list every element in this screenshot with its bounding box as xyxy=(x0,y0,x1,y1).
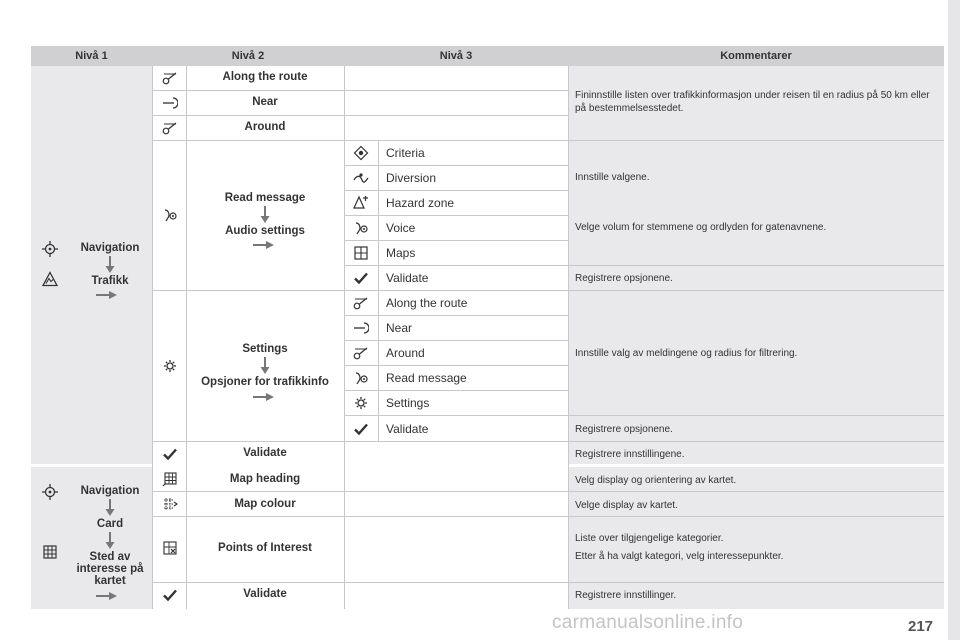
map-heading-option[interactable]: Map heading xyxy=(229,473,301,485)
settings-around-option[interactable]: Around xyxy=(386,346,425,360)
read-message-label[interactable]: Read message xyxy=(224,192,306,204)
map-validate-comment: Registrere innstillinger. xyxy=(575,590,677,601)
around-option[interactable]: Around xyxy=(244,121,286,133)
poi-on-map-sublabel: Sted av interesse på kartet xyxy=(76,551,144,587)
header-level-1: Nivå 1 xyxy=(75,50,108,62)
validate-option[interactable]: Validate xyxy=(386,271,429,285)
settings-filter-comment: Innstille valg av meldingene og radius for filtrering. xyxy=(575,348,798,359)
header-level-3: Nivå 3 xyxy=(439,50,473,62)
traffic-info-options-label: Opsjoner for trafikkinfo xyxy=(201,376,329,388)
diversion-icon xyxy=(353,170,369,186)
hazard-zone-icon xyxy=(353,195,369,211)
down-arrow-icon xyxy=(259,206,271,224)
settings-validate-comment: Registrere opsjonene. xyxy=(575,424,673,435)
checkmark-icon xyxy=(353,421,369,437)
settings-near-option[interactable]: Near xyxy=(386,321,413,335)
maps-icon xyxy=(353,245,369,261)
read-message-icon xyxy=(162,207,178,223)
watermark: carmanualsonline.info xyxy=(552,612,744,633)
criteria-icon xyxy=(353,145,369,161)
map-grid-icon xyxy=(42,544,58,560)
read-message-icon xyxy=(353,370,369,386)
right-arrow-icon xyxy=(96,591,118,601)
near-icon xyxy=(353,320,369,336)
traffic-validate-option[interactable]: Validate xyxy=(243,447,287,459)
down-arrow-icon xyxy=(259,357,271,375)
around-icon xyxy=(162,120,178,136)
traffic-validate-comment: Registrere innstillingene. xyxy=(575,449,685,460)
settings-gear-icon xyxy=(353,395,369,411)
navigation-crosshair-icon xyxy=(42,484,58,500)
settings-read-message-option[interactable]: Read message xyxy=(386,371,467,385)
settings-settings-option[interactable]: Settings xyxy=(386,396,430,410)
right-arrow-icon xyxy=(253,392,275,402)
voice-option[interactable]: Voice xyxy=(386,221,416,235)
traffic-level1-label: Navigation xyxy=(80,242,140,254)
down-arrow-icon xyxy=(104,532,116,550)
checkmark-icon xyxy=(162,587,178,603)
right-arrow-icon xyxy=(96,290,118,300)
near-icon xyxy=(162,95,178,111)
poi-comment: Liste over tilgjengelige kategorier. xyxy=(575,533,724,544)
map-colour-option[interactable]: Map colour xyxy=(234,498,296,510)
near-option[interactable]: Near xyxy=(252,96,278,108)
traffic-list-comment: Fininnstille listen over trafikkinformasjon under reisen til en radius på 50 km eller på bestemmelsesstedet. xyxy=(575,90,930,114)
diversion-option[interactable]: Diversion xyxy=(386,171,437,185)
settings-gear-icon xyxy=(162,358,178,374)
settings-label[interactable]: Settings xyxy=(242,343,288,355)
map-heading-comment: Velg display og orientering av kartet. xyxy=(575,475,737,486)
navigation-crosshair-icon xyxy=(42,241,58,257)
maps-option[interactable]: Maps xyxy=(386,246,416,260)
points-of-interest-icon xyxy=(162,540,178,556)
down-arrow-icon xyxy=(104,499,116,517)
checkmark-icon xyxy=(353,270,369,286)
card-sublabel: Card xyxy=(96,518,124,530)
read-message-select-comment: Innstille valgene. xyxy=(575,172,650,183)
poi-comment-2: Etter å ha valgt kategori, velg interessepunkter. xyxy=(575,551,784,562)
map-heading-icon xyxy=(162,471,178,487)
down-arrow-icon xyxy=(104,256,116,274)
page-edge-bar xyxy=(948,0,960,640)
hazard-zone-option[interactable]: Hazard zone xyxy=(386,196,455,210)
checkmark-icon xyxy=(162,446,178,462)
settings-validate-option[interactable]: Validate xyxy=(386,422,429,436)
map-validate-option[interactable]: Validate xyxy=(243,588,287,600)
header-comments: Kommentarer xyxy=(720,50,792,62)
audio-settings-label: Audio settings xyxy=(225,225,305,237)
voice-icon xyxy=(353,220,369,236)
points-of-interest-option[interactable]: Points of Interest xyxy=(218,542,312,554)
around-icon xyxy=(353,345,369,361)
along-route-option[interactable]: Along the route xyxy=(222,71,308,83)
header-level-2: Nivå 2 xyxy=(231,50,265,62)
along-route-icon xyxy=(353,295,369,311)
read-message-voice-comment: Velge volum for stemmene og ordlyden for gatenavnene. xyxy=(575,222,827,233)
map-colour-icon xyxy=(162,496,178,512)
settings-along-route-option[interactable]: Along the route xyxy=(386,296,468,310)
criteria-option[interactable]: Criteria xyxy=(386,146,425,160)
page-number: 217 xyxy=(908,618,934,635)
read-message-validate-comment: Registrere opsjonene. xyxy=(575,273,673,284)
map-colour-comment: Velge display av kartet. xyxy=(575,500,678,511)
traffic-level1-sublabel: Trafikk xyxy=(91,275,129,287)
traffic-warning-icon xyxy=(42,271,58,287)
right-arrow-icon xyxy=(253,240,275,250)
along-route-icon xyxy=(162,70,178,86)
map-level1-label: Navigation xyxy=(80,485,140,497)
